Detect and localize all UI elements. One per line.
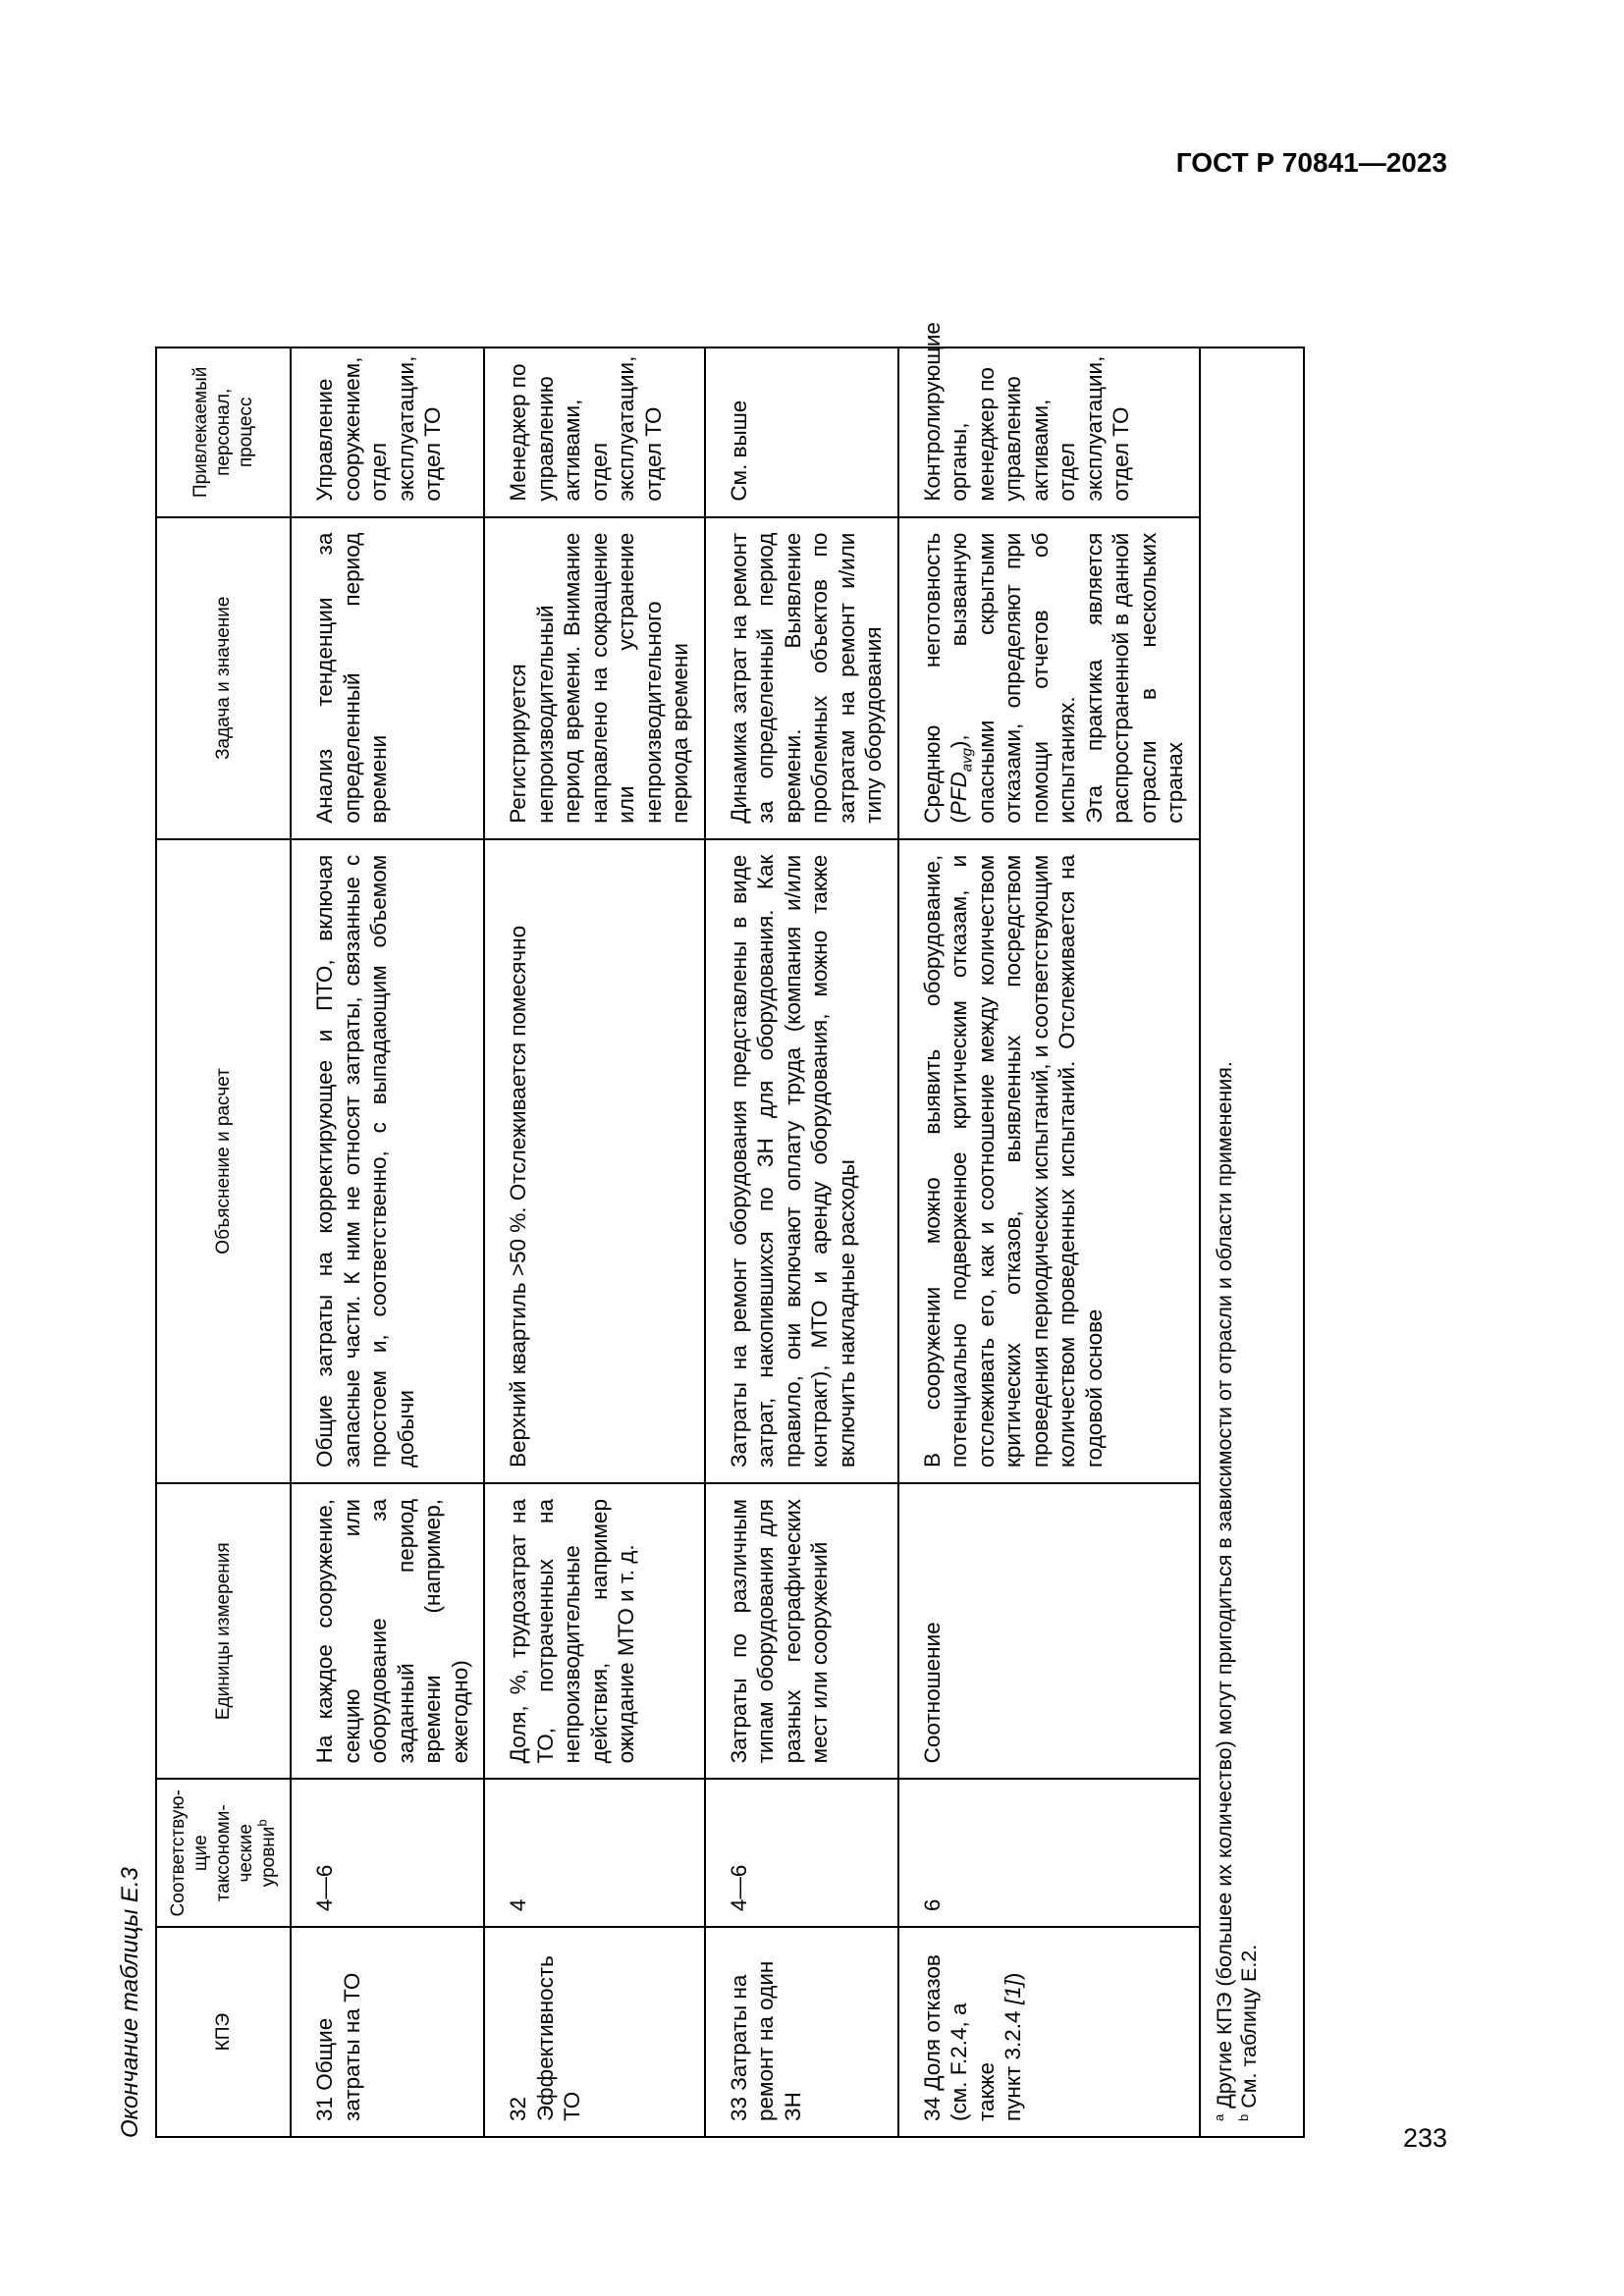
col-header-taxonomy bbox=[156, 1779, 291, 1927]
table-row bbox=[291, 347, 484, 2137]
cell-kpi-line3: пункт 3.2.4 bbox=[1001, 2010, 1025, 2121]
cell-task: Анализ тенденции за определенный период времени bbox=[291, 517, 484, 839]
cell-staff: Менеджер по управлению активами, отдел эксплуатации, отдел ТО bbox=[484, 347, 705, 517]
cell-task bbox=[898, 517, 1200, 839]
cell-task-part3: Эта практика является распространенной в данной отрасли в нескольких странах bbox=[1081, 532, 1187, 824]
bibliography-ref-link[interactable]: [1] bbox=[1001, 1980, 1025, 2005]
document-code: ГОСТ Р 70841—2023 bbox=[1175, 147, 1447, 178]
cell-units: Доля, %, трудозатрат на ТО, потраченных на непроизводительные действия, например ожидание МТО и т. д. bbox=[484, 1483, 705, 1779]
cell-units: Затраты по различным типам оборудования для разных географических мест или сооружений bbox=[705, 1483, 898, 1779]
rotated-table-block bbox=[108, 322, 1384, 2138]
kpi-table bbox=[155, 322, 1305, 2138]
cell-explanation: Затраты на ремонт оборудования представлены в виде затрат, накопившихся по ЗН для оборудования. Как правило, они включают оплату труда (компания и/или контракт), МТО и аренду оборудования, можно также включить накладные расходы bbox=[705, 839, 898, 1483]
table-caption: Окончание таблицы Е.3 bbox=[117, 1867, 143, 2138]
col-header-staff: Привлекаемый персонал, процесс bbox=[156, 347, 291, 517]
cell-explanation: Общие затраты на корректирующее и ПТО, включая запасные части. К ним не относят затраты, связанные с простоем и, соответственно, с выпадающим объемом добычи bbox=[291, 839, 484, 1483]
col-header-units: Единицы измерения bbox=[156, 1483, 291, 1779]
cell-task-pfd-sub: avg bbox=[958, 748, 976, 773]
cell-staff: Контролирующие органы, менеджер по управлению активами, отдел эксплуатации, отдел ТО bbox=[898, 347, 1200, 517]
cell-kpi-line1: 34 Доля отказов bbox=[919, 1954, 945, 2121]
cell-kpi-ref-close: ) bbox=[1001, 1972, 1025, 1981]
page-number: 233 bbox=[1402, 2123, 1447, 2153]
footnote-a-text: Другие КПЭ (большее их количество) могут пригодиться в зависимости от отрасли и области применения. bbox=[1212, 1061, 1236, 2109]
cell-kpi: 32 Эффективность ТО bbox=[484, 1927, 705, 2137]
footnote-b-text: См. таблицу Е.2. bbox=[1236, 1944, 1261, 2109]
footnote-b-ref: b bbox=[254, 1819, 270, 1827]
cell-staff: См. выше bbox=[705, 347, 898, 517]
cell-taxonomy: 4—6 bbox=[705, 1779, 898, 1927]
cell-task-part2: ), вызванную опасными скрытыми отказами, определяют при помощи отчетов об испытаниях. bbox=[947, 532, 1079, 824]
footnote-row bbox=[1200, 347, 1304, 2137]
cell-task-pfd: PFD bbox=[947, 772, 971, 817]
cell-explanation: Верхний квартиль >50 %. Отслеживается помесячно bbox=[484, 839, 705, 1483]
cell-taxonomy: 4 bbox=[484, 1779, 705, 1927]
table-row bbox=[484, 347, 705, 2137]
cell-taxonomy: 4—6 bbox=[291, 1779, 484, 1927]
table-header-row bbox=[156, 347, 291, 2137]
col-header-kpi: КПЭ bbox=[156, 1927, 291, 2137]
footnotes-cell bbox=[1200, 347, 1304, 2137]
footnote-a-mark: a bbox=[1211, 2113, 1226, 2121]
table-row bbox=[705, 347, 898, 2137]
col-header-taxonomy-line1: Соответствую- bbox=[168, 1789, 189, 1917]
cell-taxonomy: 6 bbox=[898, 1779, 1200, 1927]
cell-task: Динамика затрат на ремонт за определенный период времени. Выявление проблемных объектов по затратам на ремонт и/или типу оборудования bbox=[705, 517, 898, 839]
cell-task-part1: Среднюю неготовность ( bbox=[919, 532, 971, 824]
col-header-task: Задача и значение bbox=[156, 517, 291, 839]
cell-kpi: 31 Общие затраты на ТО bbox=[291, 1927, 484, 2137]
footnote-b-mark: b bbox=[1235, 2113, 1251, 2121]
cell-kpi bbox=[898, 1927, 1200, 2137]
table-row bbox=[898, 347, 1200, 2137]
col-header-taxonomy-line2: щие таксономи- bbox=[190, 1804, 234, 1902]
col-header-explanation: Объяснение и расчет bbox=[156, 839, 291, 1483]
cell-units: На каждое сооружение, секцию или оборудование за заданный период времени (например, ежегодно) bbox=[291, 1483, 484, 1779]
cell-kpi-line2: (см. F.2.4, а также bbox=[947, 2002, 999, 2121]
cell-explanation: В сооружении можно выявить оборудование, потенциально подверженное критическим отказам, и отслеживать его, как и соотношение между количеством критических отказов, выявленных посредством проведения периодических испытаний, и соответствующим количеством проведенных испытаний. Отслеживается на годовой основе bbox=[898, 839, 1200, 1483]
cell-staff: Управление сооружением, отдел эксплуатации, отдел ТО bbox=[291, 347, 484, 517]
col-header-taxonomy-line3: ческие уровни bbox=[236, 1824, 279, 1888]
cell-task: Регистрируется непроизводительный период времени. Внимание направлено на сокращение или устранение непроизводительного периода времени bbox=[484, 517, 705, 839]
cell-units: Соотношение bbox=[898, 1483, 1200, 1779]
cell-kpi: 33 Затраты на ремонт на один ЗН bbox=[705, 1927, 898, 2137]
